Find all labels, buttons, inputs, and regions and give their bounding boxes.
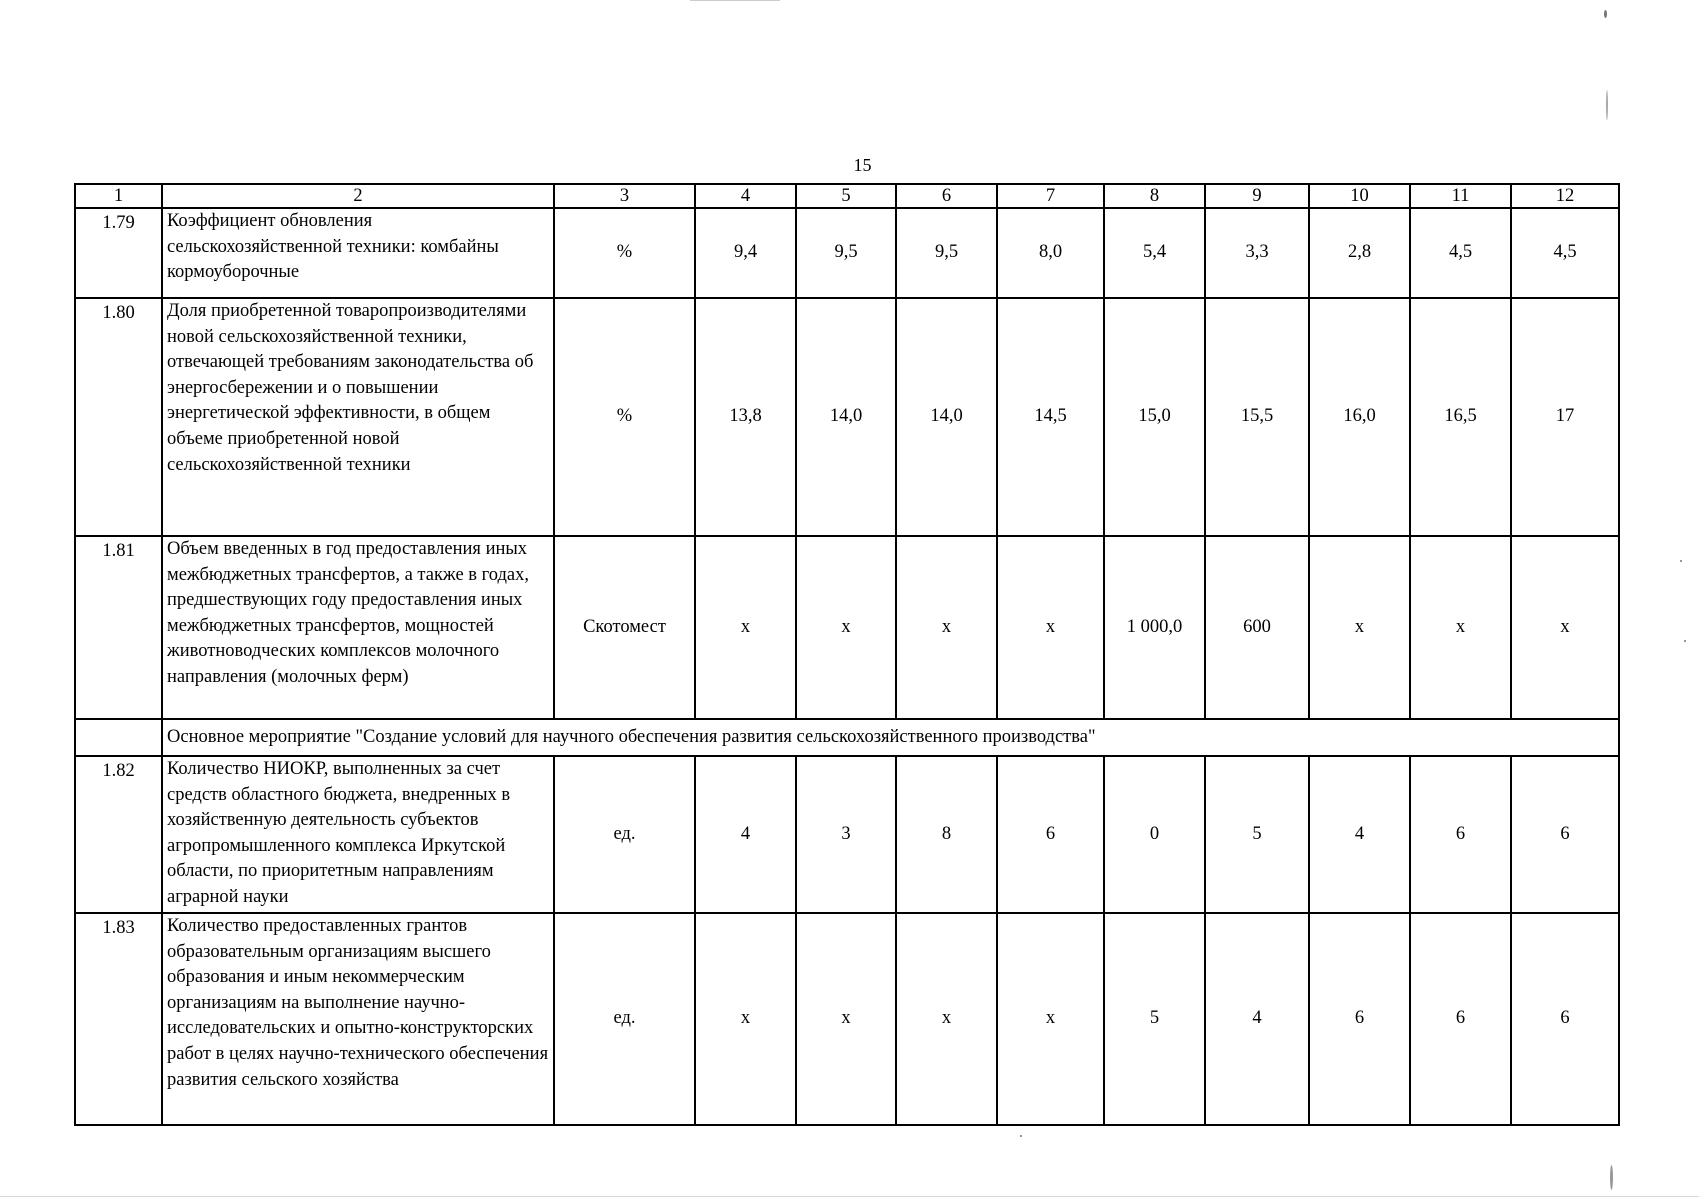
value-cell: 17 bbox=[1511, 298, 1619, 536]
unit-cell: Скотомест bbox=[554, 536, 695, 719]
value-cell: 3,3 bbox=[1205, 208, 1309, 298]
value-cell: 0 bbox=[1104, 756, 1205, 913]
unit-cell: ед. bbox=[554, 913, 695, 1125]
value-cell: 4,5 bbox=[1410, 208, 1511, 298]
value-cell: 6 bbox=[1511, 913, 1619, 1125]
value-cell: 9,5 bbox=[896, 208, 997, 298]
column-number: 10 bbox=[1309, 184, 1410, 208]
table-row bbox=[75, 208, 1619, 298]
value-cell: 6 bbox=[997, 756, 1104, 913]
indicator-name: Количество НИОКР, выполненных за счет средств областного бюджета, внедренных в хозяйственную деятельность субъектов агропромышленного комплекса Иркутской области, по приоритетным направлениям аграрной науки bbox=[162, 756, 554, 913]
row-number: 1.82 bbox=[75, 756, 162, 913]
table-row bbox=[75, 298, 1619, 536]
scan-artifact bbox=[0, 1196, 1699, 1197]
row-number: 1.79 bbox=[75, 208, 162, 298]
value-cell: х bbox=[1511, 536, 1619, 719]
column-number: 9 bbox=[1205, 184, 1309, 208]
value-cell: 6 bbox=[1410, 913, 1511, 1125]
value-cell: х bbox=[1309, 536, 1410, 719]
value-cell: 15,0 bbox=[1104, 298, 1205, 536]
value-cell: х bbox=[997, 536, 1104, 719]
value-cell: 6 bbox=[1309, 913, 1410, 1125]
value-cell: 600 bbox=[1205, 536, 1309, 719]
table-row bbox=[75, 913, 1619, 1125]
column-number: 7 bbox=[997, 184, 1104, 208]
scan-speck bbox=[1680, 560, 1682, 562]
value-cell: 4 bbox=[1309, 756, 1410, 913]
value-cell: 6 bbox=[1410, 756, 1511, 913]
value-cell: 5 bbox=[1104, 913, 1205, 1125]
value-cell: 16,0 bbox=[1309, 298, 1410, 536]
value-cell: х bbox=[695, 913, 796, 1125]
value-cell: 8,0 bbox=[997, 208, 1104, 298]
value-cell: 14,0 bbox=[796, 298, 896, 536]
column-numbers-row bbox=[75, 184, 1619, 208]
unit-cell: % bbox=[554, 208, 695, 298]
section-title: Основное мероприятие "Создание условий для научного обеспечения развития сельскохозяйственного производства" bbox=[162, 719, 1619, 756]
value-cell: 1 000,0 bbox=[1104, 536, 1205, 719]
value-cell: 14,0 bbox=[896, 298, 997, 536]
indicator-name: Количество предоставленных грантов образовательным организациям высшего образования и иным некоммерческим организациям на выполнение научно-исследовательских и опытно-конструкторских работ в целях научно-технического обеспечения развития сельского хозяйства bbox=[162, 913, 554, 1125]
value-cell: 16,5 bbox=[1410, 298, 1511, 536]
value-cell: 4 bbox=[695, 756, 796, 913]
value-cell: 2,8 bbox=[1309, 208, 1410, 298]
value-cell: 15,5 bbox=[1205, 298, 1309, 536]
scan-speck bbox=[1610, 1165, 1613, 1190]
scan-speck bbox=[1684, 640, 1686, 642]
unit-cell: % bbox=[554, 298, 695, 536]
value-cell: 8 bbox=[896, 756, 997, 913]
page-number: 15 bbox=[853, 155, 872, 175]
unit-cell: ед. bbox=[554, 756, 695, 913]
value-cell: 3 bbox=[796, 756, 896, 913]
value-cell: 6 bbox=[1511, 756, 1619, 913]
column-number: 11 bbox=[1410, 184, 1511, 208]
value-cell: х bbox=[796, 913, 896, 1125]
value-cell: 13,8 bbox=[695, 298, 796, 536]
value-cell: 4,5 bbox=[1511, 208, 1619, 298]
column-number: 8 bbox=[1104, 184, 1205, 208]
row-number: 1.80 bbox=[75, 298, 162, 536]
value-cell: х bbox=[695, 536, 796, 719]
value-cell: х bbox=[896, 913, 997, 1125]
section-row bbox=[75, 719, 1619, 756]
value-cell: х bbox=[1410, 536, 1511, 719]
value-cell: 14,5 bbox=[997, 298, 1104, 536]
value-cell: 5,4 bbox=[1104, 208, 1205, 298]
value-cell: 5 bbox=[1205, 756, 1309, 913]
value-cell: 9,4 bbox=[695, 208, 796, 298]
scan-speck bbox=[1606, 90, 1608, 120]
value-cell: х bbox=[796, 536, 896, 719]
scan-speck bbox=[1604, 10, 1607, 18]
column-number: 5 bbox=[796, 184, 896, 208]
table-row bbox=[75, 756, 1619, 913]
column-number: 6 bbox=[896, 184, 997, 208]
section-number-cell bbox=[75, 719, 162, 756]
row-number: 1.81 bbox=[75, 536, 162, 719]
column-number: 1 bbox=[75, 184, 162, 208]
value-cell: 9,5 bbox=[796, 208, 896, 298]
value-cell: 4 bbox=[1205, 913, 1309, 1125]
indicators-table bbox=[74, 183, 1620, 1126]
column-number: 12 bbox=[1511, 184, 1619, 208]
column-number: 4 bbox=[695, 184, 796, 208]
value-cell: х bbox=[896, 536, 997, 719]
indicator-name: Коэффициент обновления сельскохозяйственной техники: комбайны кормоуборочные bbox=[162, 208, 554, 298]
row-number: 1.83 bbox=[75, 913, 162, 1125]
column-number: 3 bbox=[554, 184, 695, 208]
column-number: 2 bbox=[162, 184, 554, 208]
table-row bbox=[75, 536, 1619, 719]
scan-speck bbox=[1020, 1135, 1022, 1137]
indicator-name: Доля приобретенной товаропроизводителями новой сельскохозяйственной техники, отвечающей требованиям законодательства об энергосбережении и о повышении энергетической эффективности, в общем объеме приобретенной новой сельскохозяйственной техники bbox=[162, 298, 554, 536]
scan-artifact bbox=[690, 0, 780, 1]
value-cell: х bbox=[997, 913, 1104, 1125]
indicator-name: Объем введенных в год предоставления иных межбюджетных трансфертов, а также в годах, предшествующих году предоставления иных межбюджетных трансфертов, мощностей животноводческих комплексов молочного направления (молочных ферм) bbox=[162, 536, 554, 719]
